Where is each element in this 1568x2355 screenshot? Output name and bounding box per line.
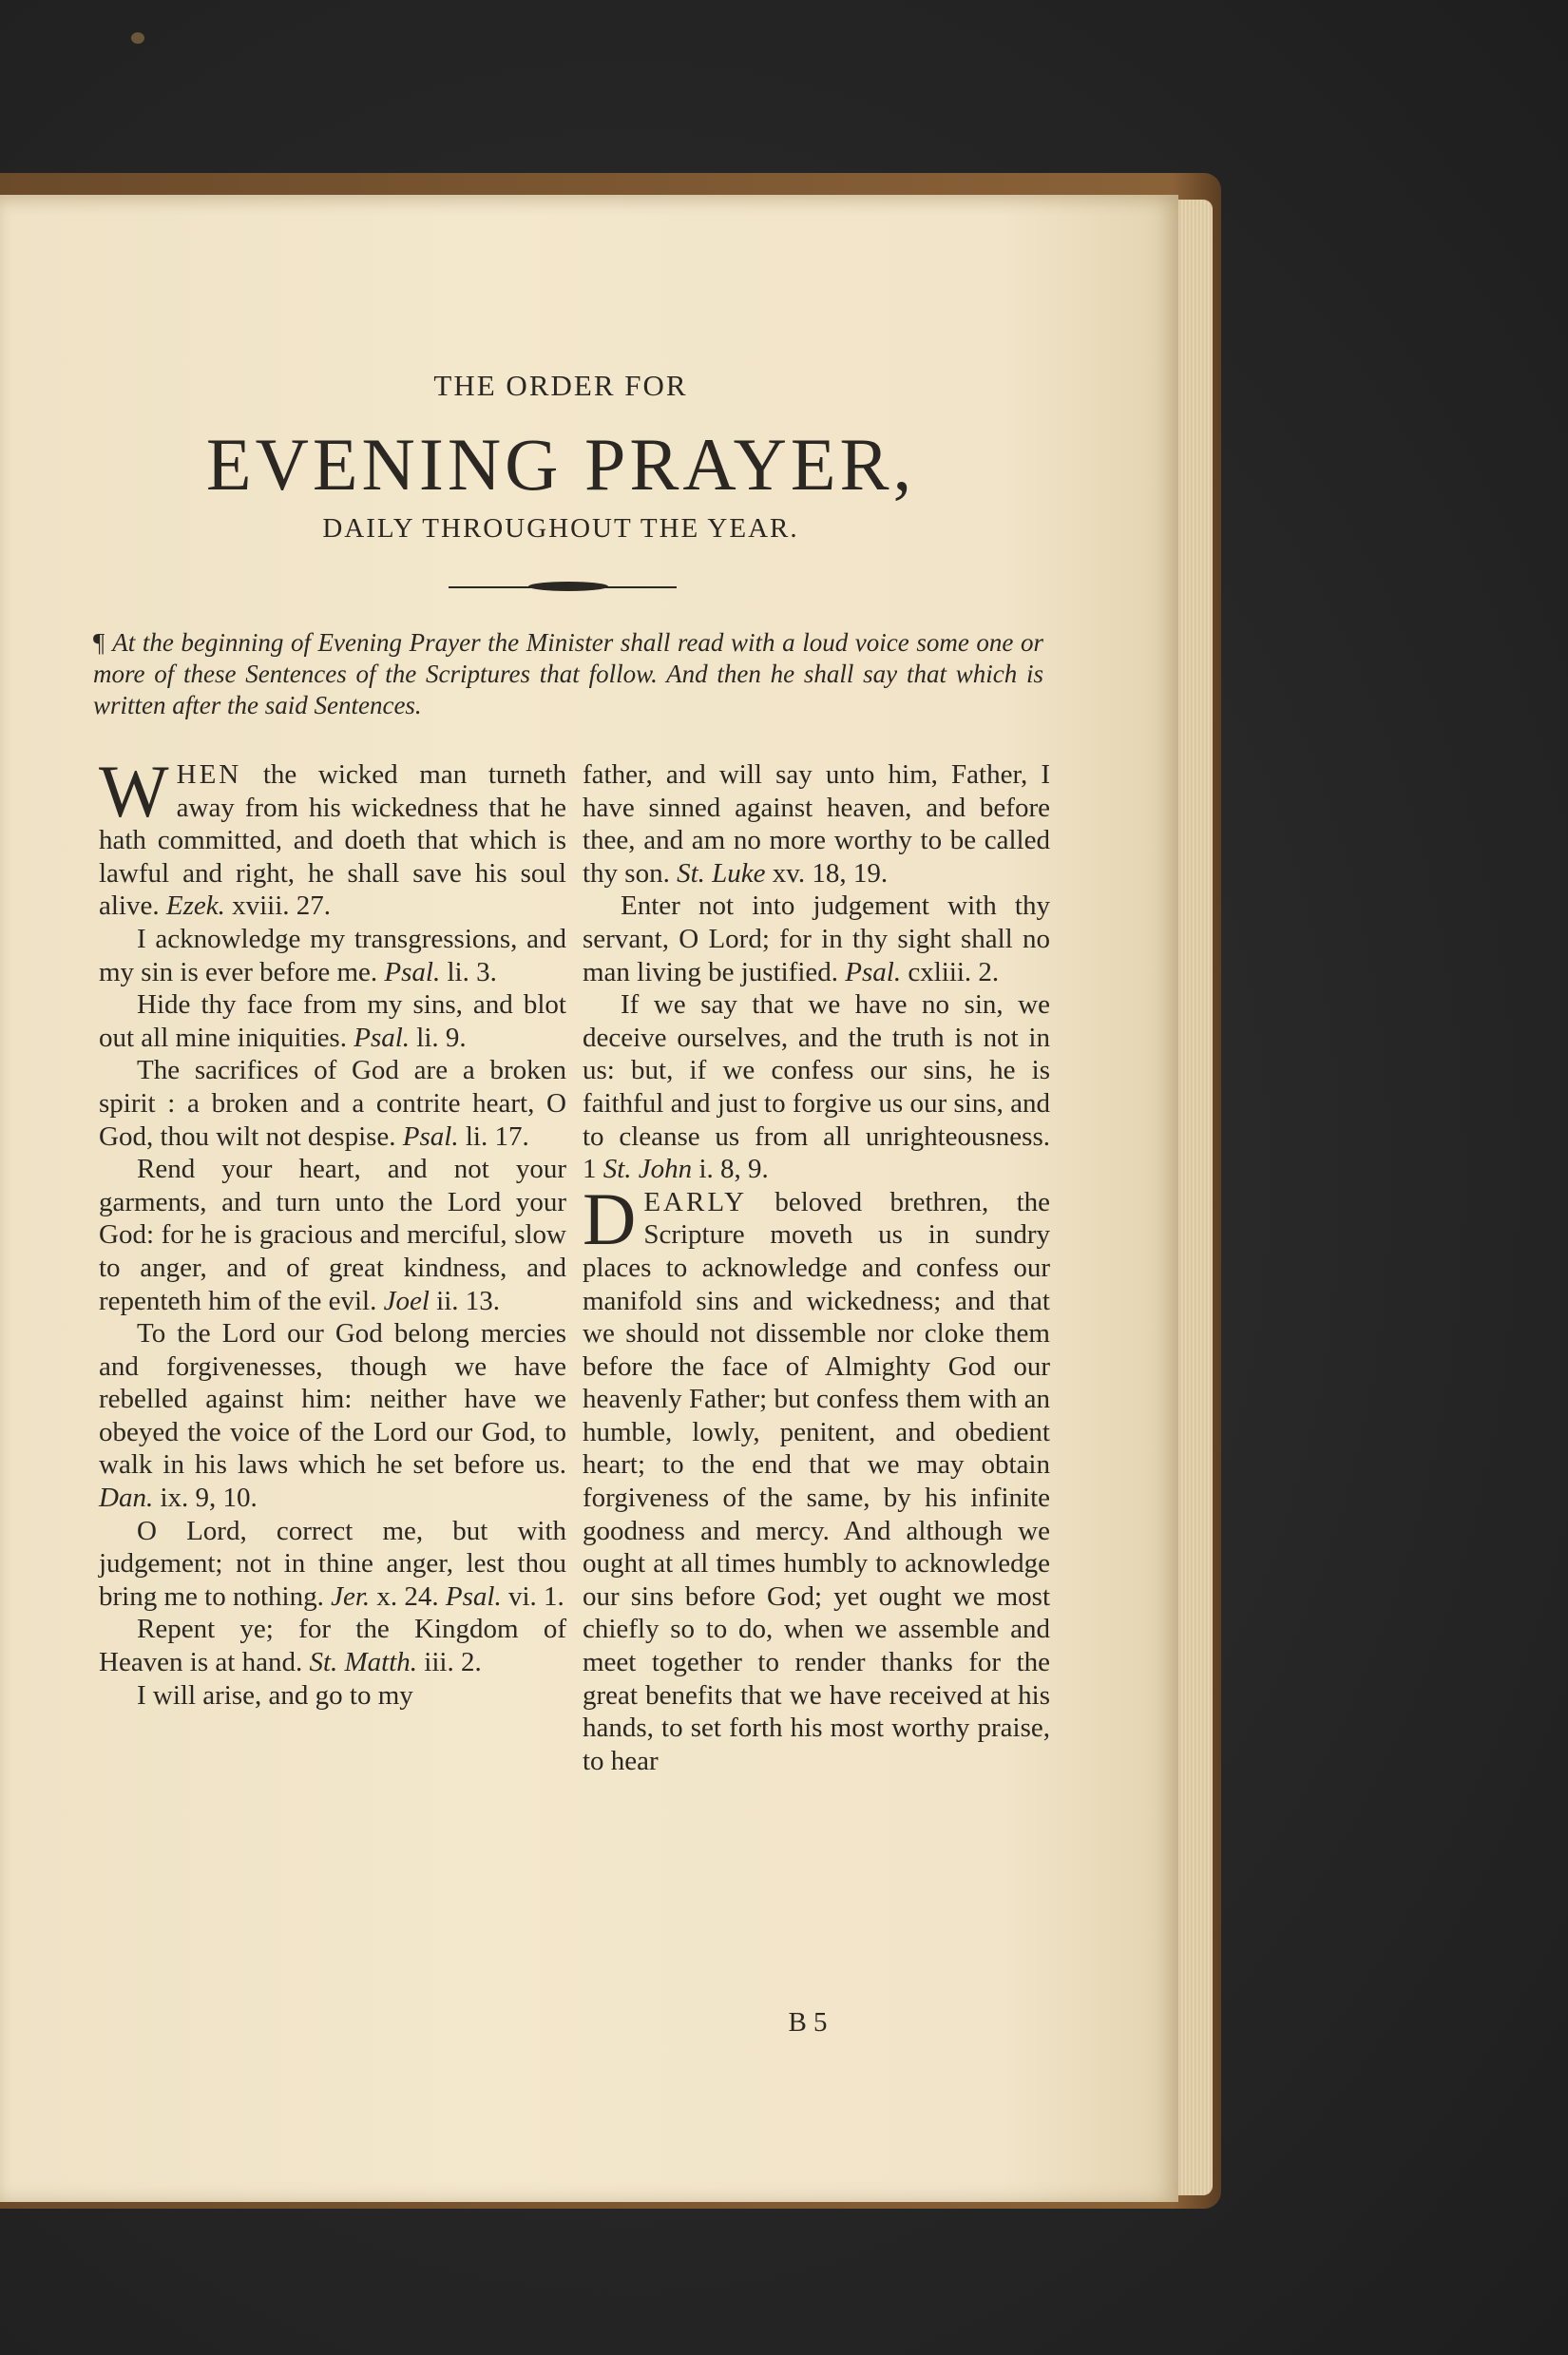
signature-mark: B 5: [788, 2007, 828, 2038]
reference-book: Psal.: [402, 1120, 459, 1152]
verse-text: The sacrifices of God are a broken spirit : a broken and a contrite heart, O God, thou wilt not despise.: [99, 1055, 566, 1152]
lead-word: EARLY: [643, 1186, 748, 1217]
reference-chapter: li. 3.: [440, 956, 497, 987]
reference-chapter: xviii. 27.: [224, 890, 332, 922]
verse-text: the wicked man turneth away from his wickedness that he hath committed, and doeth that which is lawful and right, he shall save his soul alive.: [99, 759, 566, 922]
text-column-left: [99, 750, 566, 1712]
heading-subtitle: DAILY THROUGHOUT THE YEAR.: [322, 513, 799, 544]
rubric-text: At the beginning of Evening Prayer the Minister shall read with a loud voice some one or more of these Sentences of the Scriptures that follow. And then he shall say that which is written after the said Sentences.: [93, 628, 1043, 719]
heading-order-for: THE ORDER FOR: [433, 369, 688, 402]
reference-chapter: ix. 9, 10.: [153, 1483, 258, 1514]
reference-book: Psal.: [445, 1580, 502, 1612]
verse-paragraph: [583, 1177, 1050, 1778]
verse-paragraph: [99, 1515, 566, 1614]
scripture-reference: [309, 1647, 481, 1677]
verse-text: To the Lord our God belong mercies and forgivenesses, though we have rebelled against him: neither have we obeyed the voice of the Lord our God, to walk in his laws which he set before us.: [99, 1318, 566, 1481]
verse-paragraph: [583, 758, 1050, 890]
verse-text: I acknowledge my transgressions, and my sin is ever before me.: [99, 923, 566, 987]
scripture-reference: [845, 957, 999, 987]
page-edges: [1178, 200, 1213, 2195]
reference-chapter: xv. 18, 19.: [765, 857, 889, 889]
text-column-right: [583, 758, 1050, 1777]
scripture-reference: [677, 858, 888, 889]
verse-paragraph: [99, 750, 566, 923]
verse-paragraph: [99, 1679, 566, 1713]
reference-chapter: li. 17.: [458, 1120, 529, 1152]
scripture-reference: [166, 890, 331, 921]
reference-prefix: 1: [583, 1154, 603, 1185]
drop-cap: D: [583, 1177, 637, 1260]
pilcrow-mark: ¶: [93, 628, 105, 657]
scripture-reference: [583, 1154, 769, 1184]
reference-book: St. John: [602, 1154, 693, 1185]
verse-text: father, and will say unto him, Father, I have sinned against heaven, and before thee, and am no more worthy to be called thy son.: [583, 759, 1050, 889]
verse-paragraph: [99, 988, 566, 1054]
reference-book: St. Luke: [677, 857, 766, 889]
verse-text: I will arise, and go to my: [137, 1679, 413, 1711]
verse-text: beloved brethren, the Scripture moveth us in sundry places to acknowledge and confess our manifold sins and wickedness; and that we should not dissemble nor cloke them before the face of Almighty God our heavenly Father; but confess them with an humble, lowly, penitent, and obedient heart; to the end that we may obtain forgiveness of the same, by his infinite goodness and mercy. And although we ought at all times humbly to acknowledge our sins before God; yet ought we most chiefly so to do, when we assemble and meet together to render thanks for the great benefits that we have received at his hands, to set forth his most worthy praise, to hear: [583, 1186, 1050, 1776]
reference-chapter: cxliii. 2.: [901, 956, 1000, 987]
reference-gap: [439, 1581, 446, 1612]
scripture-reference: [384, 1286, 500, 1316]
reference-book: Jer.: [331, 1580, 371, 1612]
verse-text: If we say that we have no sin, we deceive ourselves, and the truth is not in us: but, if we confess our sins, he is faithful and just to forgive us our sins, and to cleanse us from all unrighteousness.: [583, 989, 1050, 1152]
ornamental-rule-center: [528, 582, 608, 591]
scripture-reference: [446, 1581, 564, 1612]
verse-text: Hide thy face from my sins, and blot out all mine iniquities.: [99, 989, 566, 1053]
verse-paragraph: [583, 890, 1050, 988]
page-title: EVENING PRAYER,: [205, 423, 916, 506]
reference-book: Psal.: [384, 956, 441, 987]
dust-speck: [131, 32, 144, 44]
reference-chapter: ii. 13.: [429, 1285, 501, 1316]
reference-chapter: x. 24.: [370, 1580, 439, 1612]
scripture-reference: [403, 1121, 529, 1152]
reference-book: Psal.: [354, 1022, 411, 1053]
verse-text: Enter not into judgement with thy servant, O Lord; for in thy sight shall no man living be justified.: [583, 890, 1050, 987]
reference-chapter: vi. 1.: [501, 1580, 564, 1612]
reference-book: Dan.: [99, 1483, 154, 1514]
reference-book: St. Matth.: [309, 1647, 418, 1678]
verse-text: Repent ye; for the Kingdom of Heaven is at hand.: [99, 1614, 566, 1678]
drop-cap: W: [99, 750, 169, 833]
verse-text: O Lord, correct me, but with judgement; not in thine anger, lest thou bring me to nothing.: [99, 1515, 566, 1612]
rubric: [93, 627, 1043, 721]
scripture-reference: [384, 957, 496, 987]
verse-paragraph: [99, 923, 566, 988]
verse-paragraph: [99, 1153, 566, 1317]
verse-paragraph: [99, 1054, 566, 1153]
verse-text: Rend your heart, and not your garments, and turn unto the Lord your God: for he is gracious and merciful, slow to anger, and of great kindness, and repenteth him of the evil.: [99, 1154, 566, 1316]
reference-chapter: iii. 2.: [417, 1647, 482, 1678]
verse-paragraph: [99, 1613, 566, 1678]
scripture-reference: [331, 1581, 439, 1612]
scripture-reference: [354, 1023, 466, 1053]
reference-chapter: i. 8, 9.: [692, 1154, 769, 1185]
scripture-reference: [99, 1483, 258, 1513]
verse-paragraph: [99, 1317, 566, 1515]
reference-book: Joel: [383, 1285, 430, 1316]
lead-word: HEN: [176, 759, 242, 790]
verse-paragraph: [583, 988, 1050, 1186]
reference-book: Psal.: [845, 956, 902, 987]
reference-book: Ezek.: [165, 890, 225, 922]
reference-chapter: li. 9.: [410, 1022, 467, 1053]
